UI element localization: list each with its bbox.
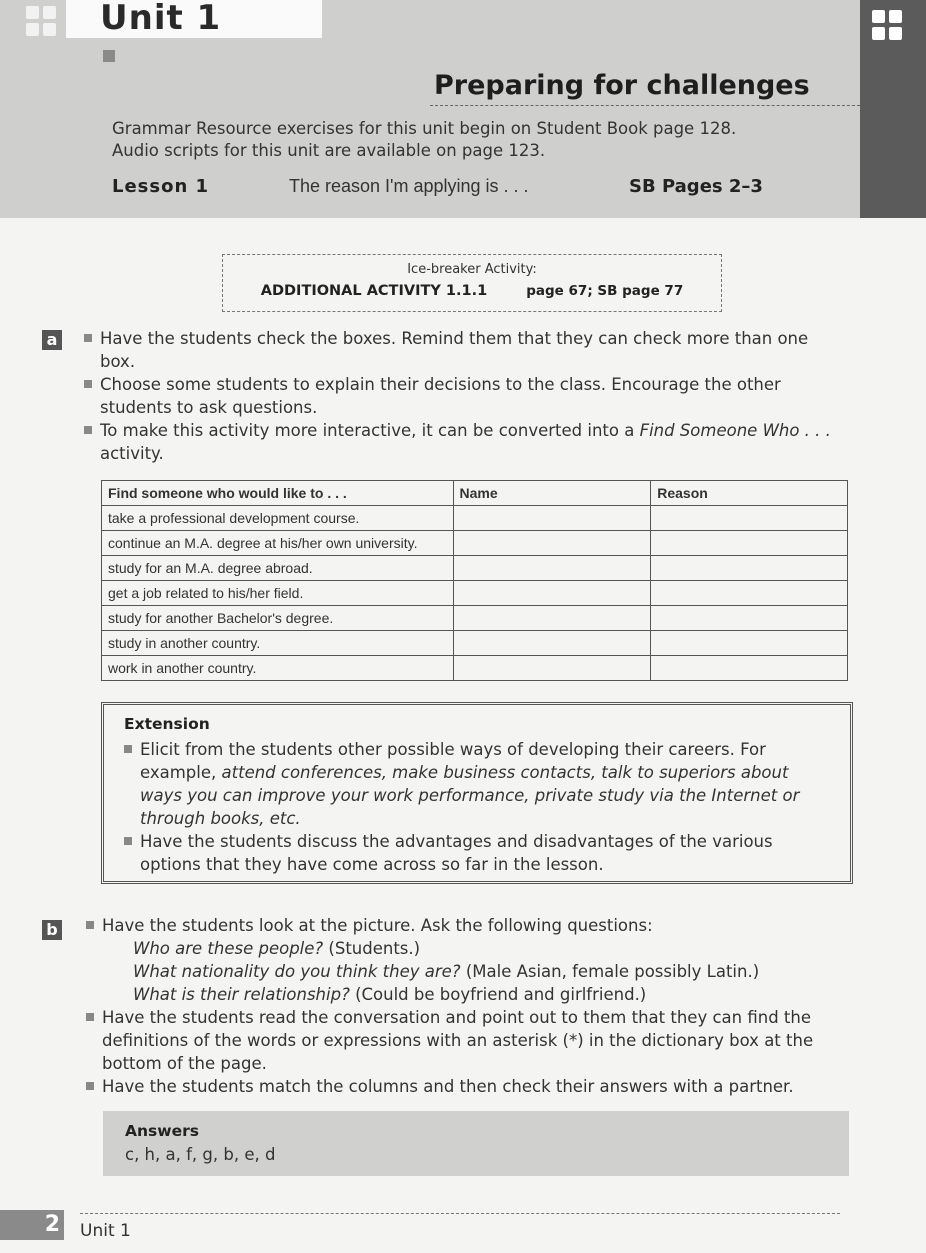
bullet-square-icon — [86, 1082, 94, 1090]
table-row: study for another Bachelor's degree. — [102, 606, 848, 631]
grid-logo-icon — [26, 6, 56, 36]
section-a-bullets — [84, 327, 844, 465]
lesson-line — [112, 176, 763, 197]
list-item: To make this activity more interactive, it can be converted into a Find Someone Who . . . activity. — [84, 419, 844, 465]
list-item: Have the students look at the picture. Ask the following questions: — [86, 914, 852, 937]
decorative-square-icon — [103, 50, 115, 62]
unit-title: Unit 1 — [100, 0, 222, 38]
lesson-label: Lesson 1 — [112, 176, 210, 197]
table-row: take a professional development course. — [102, 506, 848, 531]
list-item: Have the students read the conversation and point out to them that they can find the definitions of the words or expressions with an asterisk (*) in the dictionary box at the bottom of the page. — [86, 1006, 852, 1075]
find-someone-who: Find Someone Who . . . — [639, 421, 831, 440]
bullet-square-icon — [84, 426, 92, 434]
activity-name: ADDITIONAL ACTIVITY 1.1.1 — [260, 283, 488, 299]
icebreaker-box — [222, 254, 722, 312]
page-number: 2 — [0, 1210, 64, 1240]
bullet-square-icon — [84, 334, 92, 342]
answers-box — [103, 1111, 849, 1176]
intro-line: Grammar Resource exercises for this unit begin on Student Book page 128. — [112, 119, 737, 138]
column-header: Name — [453, 481, 651, 506]
bullet-square-icon — [124, 745, 132, 753]
footer-unit: Unit 1 — [80, 1221, 131, 1241]
list-item: Have the students discuss the advantages and disadvantages of the various options that they have come across so far in the lesson. — [124, 830, 834, 876]
bullet-square-icon — [124, 837, 132, 845]
section-b-bullets — [86, 914, 852, 1098]
intro-line: Audio scripts for this unit are available on page 123. — [112, 141, 546, 160]
question-item: What is their relationship? (Could be boyfriend and girlfriend.) — [133, 985, 647, 1004]
section-a-marker: a — [42, 330, 62, 350]
extension-box — [101, 702, 853, 884]
question-item: Who are these people? (Students.) — [133, 939, 421, 958]
extension-title: Extension — [124, 715, 210, 733]
table-row: continue an M.A. degree at his/her own university. — [102, 531, 848, 556]
list-item: Have the students match the columns and then check their answers with a partner. — [86, 1075, 852, 1098]
column-header: Find someone who would like to . . . — [102, 481, 454, 506]
question-item: What nationality do you think they are? (Male Asian, female possibly Latin.) — [133, 962, 760, 981]
bullet-square-icon — [84, 380, 92, 388]
table-row: study for an M.A. degree abroad. — [102, 556, 848, 581]
table-row: work in another country. — [102, 656, 848, 681]
table-header-row — [102, 481, 848, 506]
chapter-title: Preparing for challenges — [434, 70, 810, 101]
lesson-pages: SB Pages 2–3 — [629, 176, 763, 197]
icebreaker-activity — [223, 283, 721, 299]
find-someone-table — [101, 480, 848, 681]
section-b-marker: b — [42, 920, 62, 940]
question-list — [86, 937, 852, 1006]
title-divider — [430, 105, 860, 106]
footer-divider — [80, 1213, 840, 1214]
lesson-topic: The reason I'm applying is . . . — [289, 176, 529, 196]
activity-reference: page 67; SB page 77 — [526, 283, 684, 299]
extension-body — [124, 738, 834, 876]
list-item: Choose some students to explain their decisions to the class. Encourage the other students to ask questions. — [84, 373, 844, 419]
bullet-square-icon — [86, 921, 94, 929]
table-row: get a job related to his/her field. — [102, 581, 848, 606]
column-header: Reason — [651, 481, 848, 506]
icebreaker-title: Ice-breaker Activity: — [407, 262, 537, 277]
grid-logo-icon-right — [872, 10, 902, 40]
list-item: Elicit from the students other possible ways of developing their careers. For example, attend conferences, make business contacts, talk to superiors about ways you can improve your work performance, private study via the Internet or through books, etc. — [124, 738, 834, 830]
list-item: Have the students check the boxes. Remind them that they can check more than one box. — [84, 327, 844, 373]
answers-value: c, h, a, f, g, b, e, d — [125, 1145, 276, 1164]
answers-title: Answers — [125, 1122, 199, 1140]
table-row: study in another country. — [102, 631, 848, 656]
bullet-square-icon — [86, 1013, 94, 1021]
intro-text — [112, 118, 736, 162]
